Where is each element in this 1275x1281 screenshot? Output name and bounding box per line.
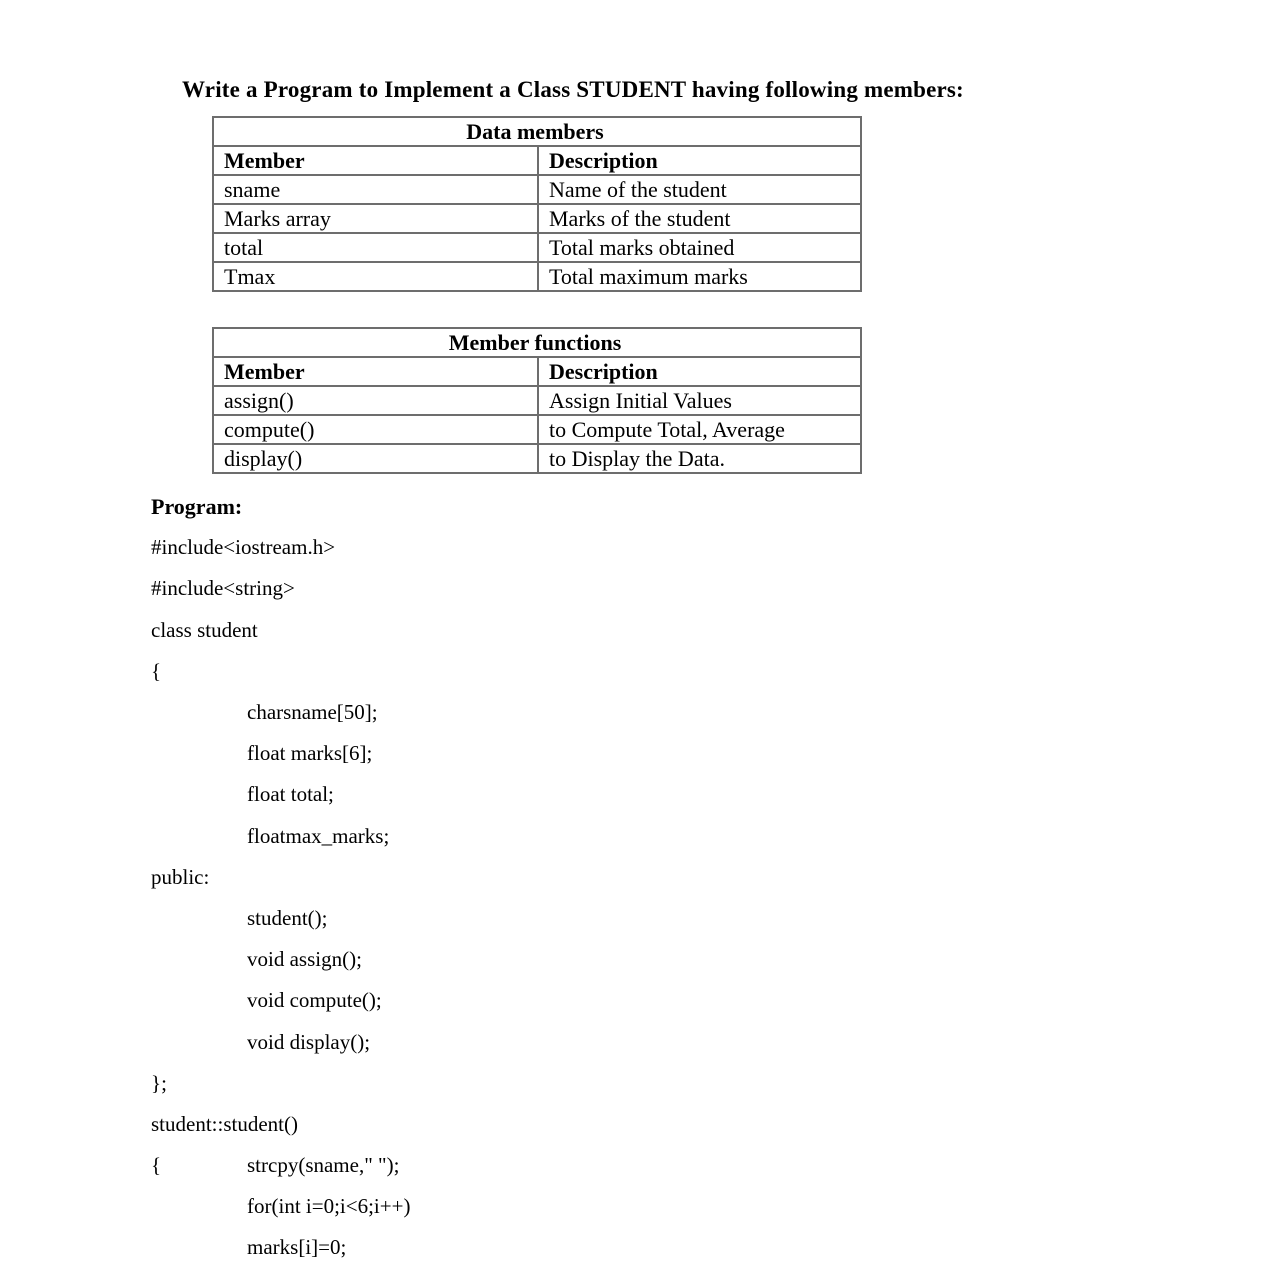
table-header-row [213, 146, 861, 175]
code-text: }; [151, 1070, 167, 1095]
code-line [151, 816, 410, 857]
member-cell: Tmax [213, 262, 538, 291]
code-text: student::student() [151, 1111, 298, 1136]
data-members-table [212, 116, 862, 292]
code-line [151, 1227, 410, 1268]
description-column-header: Description [538, 357, 861, 386]
code-line [151, 1063, 410, 1104]
code-line [151, 527, 410, 568]
exercise-title: Write a Program to Implement a Class STUDENT having following members: [182, 77, 964, 102]
code-text: marks[i]=0; [247, 1235, 347, 1260]
code-line [151, 1104, 410, 1145]
member-cell: assign() [213, 386, 538, 415]
code-text: public: [151, 864, 210, 889]
code-line [151, 898, 410, 939]
code-text: void display(); [247, 1029, 371, 1054]
code-line [151, 857, 410, 898]
code-line [151, 1021, 410, 1062]
description-cell: Assign Initial Values [538, 386, 861, 415]
code-text: void assign(); [247, 947, 362, 972]
description-cell: Total maximum marks [538, 262, 861, 291]
description-cell: Total marks obtained [538, 233, 861, 262]
code-line [151, 939, 410, 980]
code-line [151, 692, 410, 733]
code-text: class student [151, 617, 258, 642]
code-text: float marks[6]; [247, 741, 373, 766]
member-cell: display() [213, 444, 538, 473]
member-cell: compute() [213, 415, 538, 444]
code-text: void compute(); [247, 988, 382, 1013]
description-cell: to Display the Data. [538, 444, 861, 473]
member-column-header: Member [213, 146, 538, 175]
member-functions-table [212, 327, 862, 474]
code-line [151, 1145, 410, 1186]
member-cell: total [213, 233, 538, 262]
code-text: #include<iostream.h> [151, 535, 336, 560]
code-line [151, 568, 410, 609]
table-row [213, 233, 861, 262]
member-cell: sname [213, 175, 538, 204]
code-line [151, 980, 410, 1021]
code-text: { [151, 658, 162, 683]
code-line [151, 1186, 410, 1227]
data-members-caption: Data members [213, 117, 861, 146]
table-header-row [213, 357, 861, 386]
program-heading: Program: [151, 493, 243, 519]
code-line [151, 733, 410, 774]
member-column-header: Member [213, 357, 538, 386]
code-text: #include<string> [151, 576, 295, 601]
description-cell: Marks of the student [538, 204, 861, 233]
member-functions-caption: Member functions [213, 328, 861, 357]
table-row [213, 262, 861, 291]
code-line [151, 651, 410, 692]
program-section [151, 486, 410, 1269]
code-text: for(int i=0;i<6;i++) [247, 1194, 411, 1219]
table-row [213, 415, 861, 444]
table-caption-row [213, 117, 861, 146]
description-cell: to Compute Total, Average [538, 415, 861, 444]
code-line [151, 774, 410, 815]
code-text: strcpy(sname," "); [247, 1153, 400, 1178]
table-row [213, 444, 861, 473]
code-line [151, 610, 410, 651]
table-row [213, 204, 861, 233]
code-text: float total; [247, 782, 334, 807]
description-cell: Name of the student [538, 175, 861, 204]
code-text: floatmax_marks; [247, 823, 390, 848]
description-column-header: Description [538, 146, 861, 175]
open-brace: { [151, 1153, 162, 1178]
code-text: charsname[50]; [247, 700, 378, 725]
table-row [213, 386, 861, 415]
table-row [213, 175, 861, 204]
table-caption-row [213, 328, 861, 357]
code-text: student(); [247, 905, 328, 930]
member-cell: Marks array [213, 204, 538, 233]
